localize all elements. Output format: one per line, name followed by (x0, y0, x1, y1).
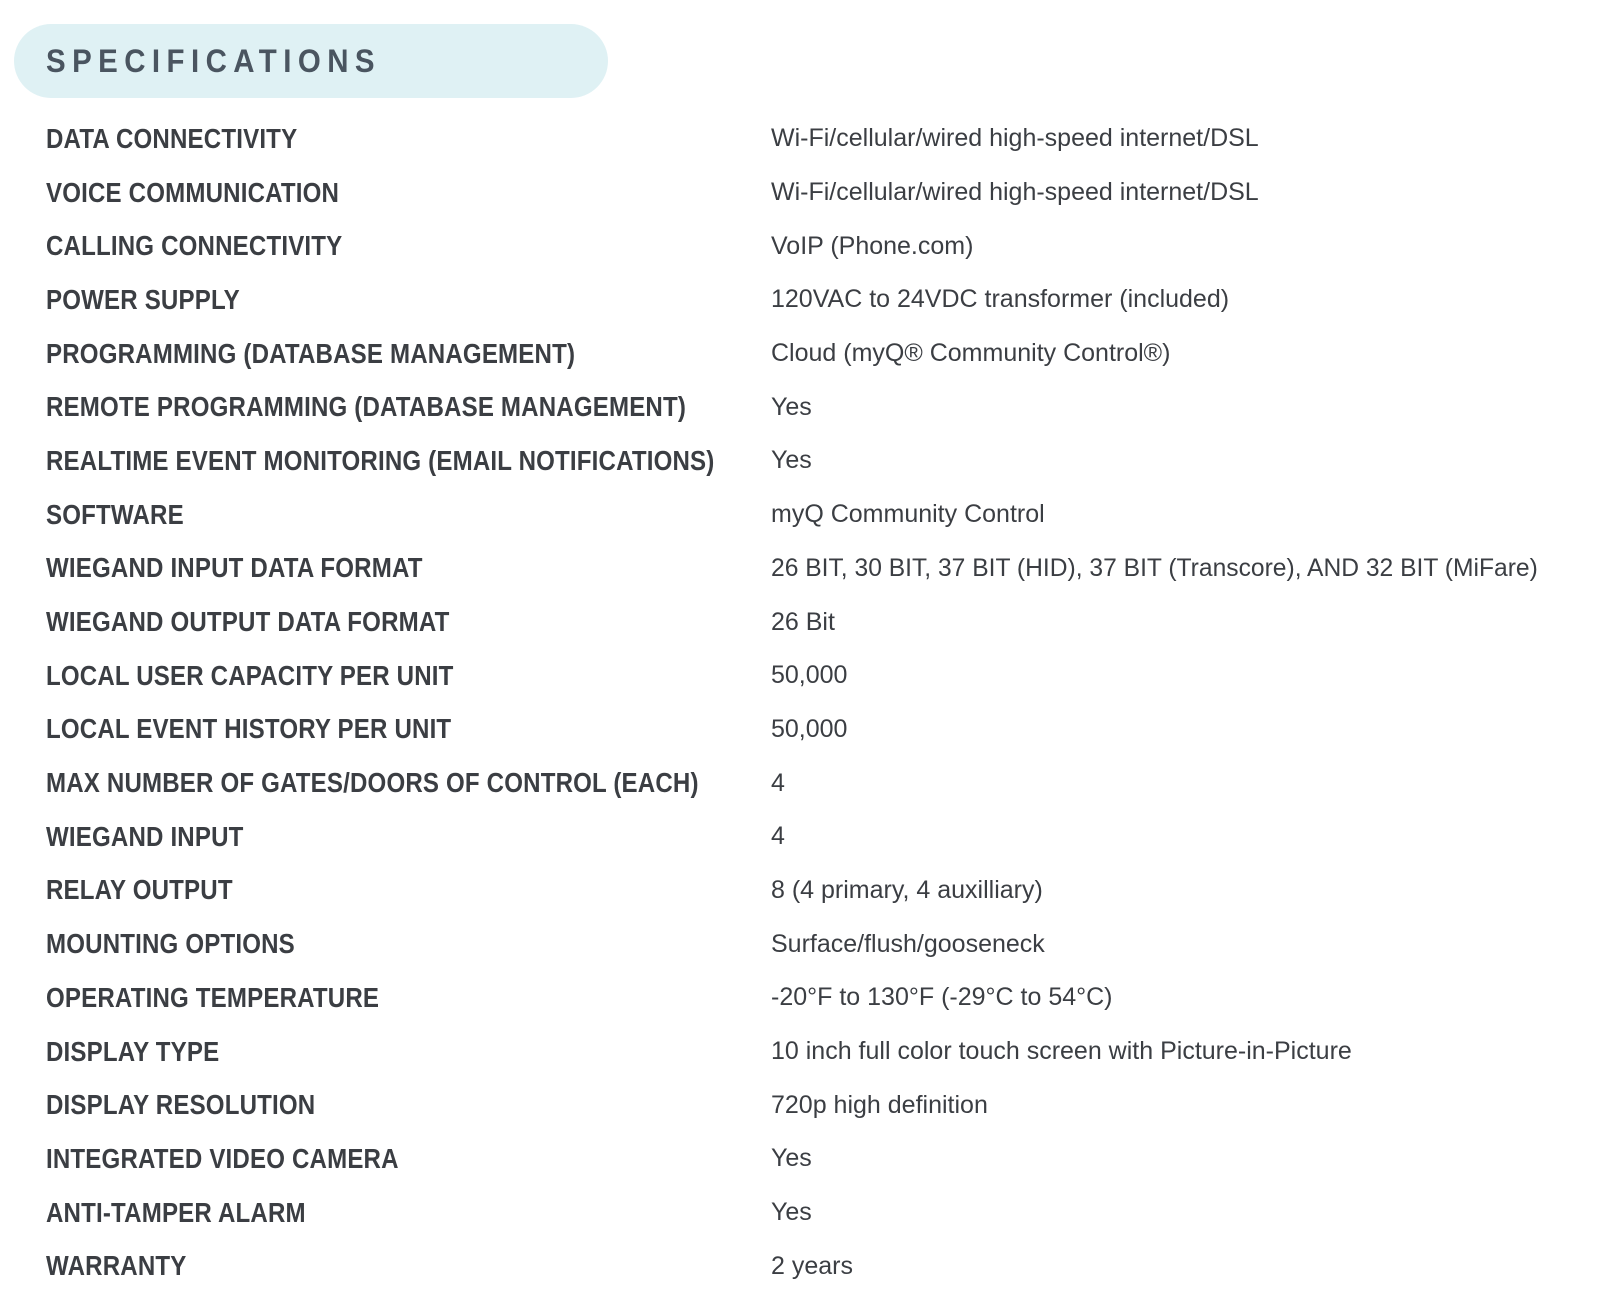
spec-value: 4 (771, 768, 785, 797)
spec-label: MAX NUMBER OF GATES/DOORS OF CONTROL (EACH) (46, 767, 699, 799)
spec-label: WIEGAND INPUT DATA FORMAT (46, 552, 423, 584)
spec-value: Yes (771, 446, 812, 475)
spec-label: RELAY OUTPUT (46, 874, 233, 906)
spec-value: Surface/flush/gooseneck (771, 929, 1045, 958)
spec-value: 8 (4 primary, 4 auxilliary) (771, 875, 1043, 904)
spec-row (46, 917, 1602, 971)
spec-value: VoIP (Phone.com) (771, 231, 974, 260)
spec-value: 10 inch full color touch screen with Picture-in-Picture (771, 1037, 1352, 1066)
spec-row (46, 1186, 1602, 1240)
spec-label: DISPLAY TYPE (46, 1035, 220, 1067)
spec-label: LOCAL EVENT HISTORY PER UNIT (46, 713, 452, 745)
spec-row (46, 219, 1602, 273)
spec-value: Yes (771, 1198, 812, 1227)
spec-row (46, 166, 1602, 220)
spec-label: SOFTWARE (46, 498, 184, 530)
spec-value: 4 (771, 822, 785, 851)
spec-label: ANTI-TAMPER ALARM (46, 1196, 306, 1228)
spec-value: 26 Bit (771, 607, 835, 636)
spec-row (46, 864, 1602, 918)
spec-label: CALLING CONNECTIVITY (46, 230, 343, 262)
spec-label: DATA CONNECTIVITY (46, 122, 298, 154)
spec-row (46, 971, 1602, 1025)
spec-row (46, 756, 1602, 810)
spec-label: OPERATING TEMPERATURE (46, 981, 380, 1013)
spec-value: 120VAC to 24VDC transformer (included) (771, 285, 1230, 314)
spec-label: WIEGAND INPUT (46, 820, 244, 852)
spec-value: Yes (771, 1144, 812, 1173)
spec-value: 26 BIT, 30 BIT, 37 BIT (HID), 37 BIT (Transcore), AND 32 BIT (MiFare) (771, 553, 1538, 582)
spec-label: LOCAL USER CAPACITY PER UNIT (46, 659, 454, 691)
spec-table (46, 112, 1602, 1293)
section-header (14, 24, 608, 98)
spec-value: 50,000 (771, 661, 848, 690)
spec-value: Yes (771, 392, 812, 421)
spec-row (46, 542, 1602, 596)
spec-row (46, 649, 1602, 703)
spec-row (46, 380, 1602, 434)
spec-row (46, 112, 1602, 166)
spec-label: REMOTE PROGRAMMING (DATABASE MANAGEMENT) (46, 391, 687, 423)
spec-label: VOICE COMMUNICATION (46, 176, 340, 208)
spec-row (46, 488, 1602, 542)
spec-row (46, 327, 1602, 381)
spec-value: -20°F to 130°F (-29°C to 54°C) (771, 983, 1113, 1012)
spec-value: myQ Community Control (771, 500, 1045, 529)
spec-value: 2 years (771, 1251, 853, 1280)
spec-label: MOUNTING OPTIONS (46, 928, 295, 960)
spec-row (46, 703, 1602, 757)
spec-label: PROGRAMMING (DATABASE MANAGEMENT) (46, 337, 576, 369)
spec-value: 50,000 (771, 714, 848, 743)
spec-label: POWER SUPPLY (46, 283, 240, 315)
spec-value: 720p high definition (771, 1090, 988, 1119)
section-title: SPECIFICATIONS (46, 42, 381, 79)
spec-row (46, 1025, 1602, 1079)
spec-label: WARRANTY (46, 1250, 187, 1282)
spec-row (46, 810, 1602, 864)
spec-row (46, 1239, 1602, 1293)
spec-value: Cloud (myQ® Community Control®) (771, 339, 1171, 368)
spec-value: Wi-Fi/cellular/wired high-speed internet/DSL (771, 178, 1259, 207)
spec-row (46, 595, 1602, 649)
spec-label: WIEGAND OUTPUT DATA FORMAT (46, 606, 450, 638)
spec-value: Wi-Fi/cellular/wired high-speed internet/DSL (771, 124, 1259, 153)
spec-row (46, 1078, 1602, 1132)
spec-row (46, 273, 1602, 327)
spec-label: DISPLAY RESOLUTION (46, 1089, 316, 1121)
spec-label: INTEGRATED VIDEO CAMERA (46, 1142, 399, 1174)
spec-row (46, 434, 1602, 488)
spec-row (46, 1132, 1602, 1186)
spec-label: REALTIME EVENT MONITORING (EMAIL NOTIFICATIONS) (46, 444, 715, 476)
